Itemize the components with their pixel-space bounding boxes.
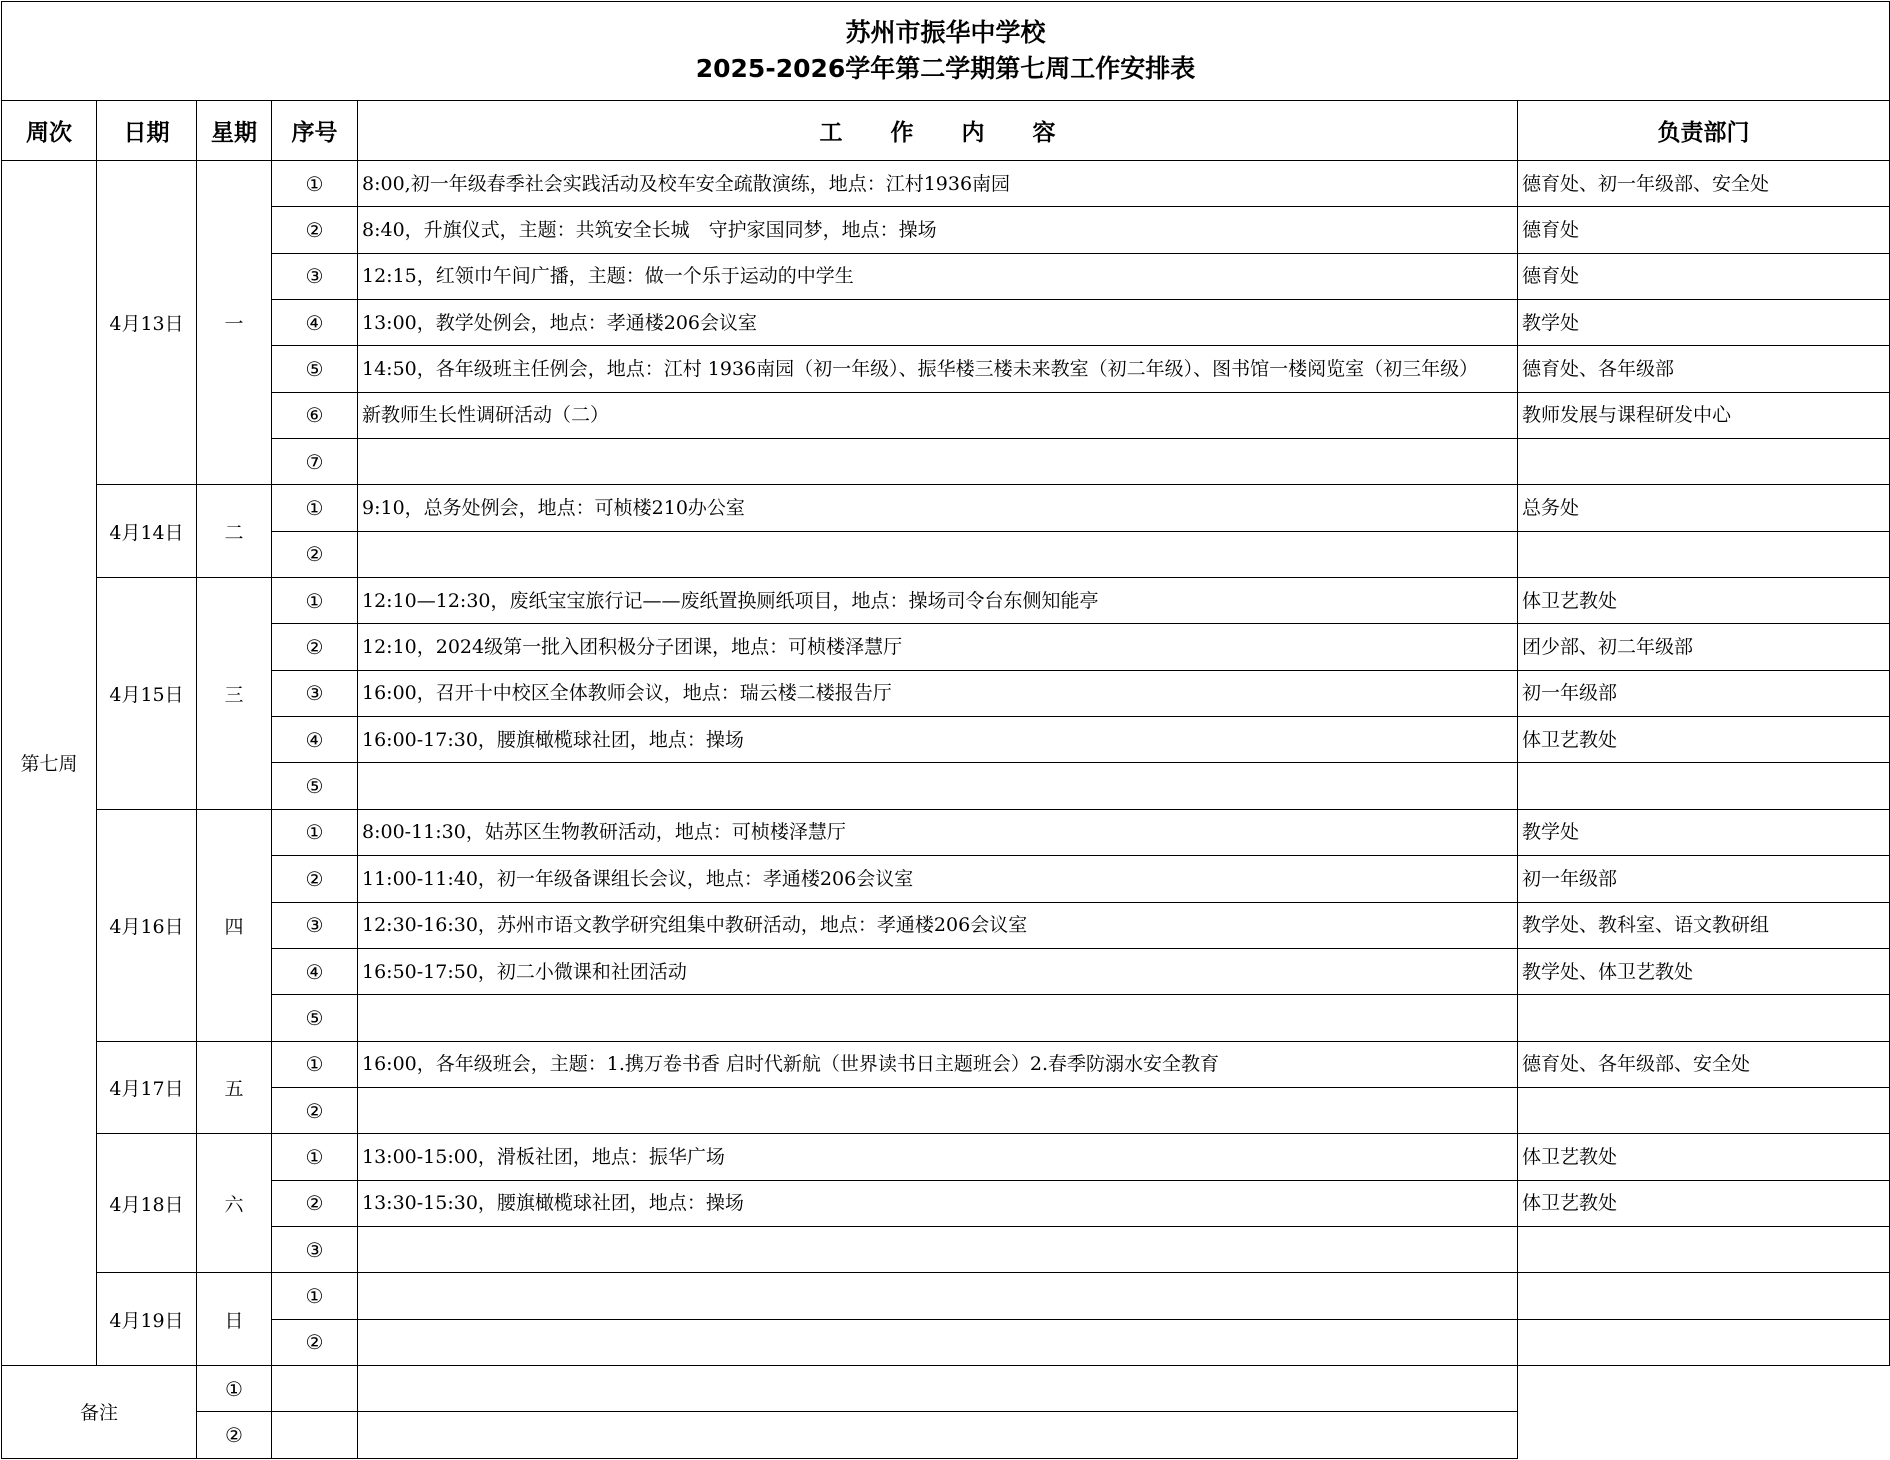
weekday-cell: 一 [197, 161, 272, 485]
seq-cell: ⑤ [272, 995, 358, 1041]
schedule-row [2, 346, 1890, 392]
school-name: 苏州市振华中学校 [845, 18, 1046, 47]
dept-cell: 教学处、教科室、语文教研组 [1518, 902, 1890, 948]
dept-cell: 德育处 [1518, 207, 1890, 253]
content-cell: 8:00-11:30，姑苏区生物教研活动，地点：可桢楼泽慧厅 [358, 809, 1518, 855]
content-cell: 16:00，各年级班会，主题：1.携万卷书香 启时代新航（世界读书日主题班会）2.春季防溺水安全教育 [358, 1041, 1518, 1087]
content-cell [358, 1319, 1518, 1365]
header-content [358, 101, 1518, 161]
seq-cell: ③ [272, 670, 358, 716]
header-date: 日期 [97, 101, 197, 161]
date-cell: 4月15日 [97, 578, 197, 810]
content-cell [358, 1226, 1518, 1272]
content-cell: 16:00-17:30，腰旗橄榄球社团，地点：操场 [358, 717, 1518, 763]
seq-cell: ④ [272, 717, 358, 763]
content-cell [272, 1365, 358, 1411]
remarks-row [2, 1412, 1890, 1459]
remarks-row [2, 1365, 1890, 1411]
weekday-cell: 日 [197, 1273, 272, 1366]
dept-cell: 德育处、各年级部 [1518, 346, 1890, 392]
schedule-row [2, 763, 1890, 809]
schedule-row [2, 1134, 1890, 1180]
content-cell: 14:50，各年级班主任例会，地点：江村 1936南园（初一年级）、振华楼三楼未来教室（初二年级）、图书馆一楼阅览室（初三年级） [358, 346, 1518, 392]
content-cell: 13:00-15:00，滑板社团，地点：振华广场 [358, 1134, 1518, 1180]
date-cell: 4月19日 [97, 1273, 197, 1366]
schedule-row [2, 717, 1890, 763]
header-seq: 序号 [272, 101, 358, 161]
seq-cell: ② [272, 624, 358, 670]
seq-cell: ① [272, 1041, 358, 1087]
seq-cell: ① [272, 485, 358, 531]
content-cell: 9:10，总务处例会，地点：可桢楼210办公室 [358, 485, 1518, 531]
date-cell: 4月13日 [97, 161, 197, 485]
dept-cell [1518, 531, 1890, 577]
header-weekday: 星期 [197, 101, 272, 161]
seq-cell: ② [272, 531, 358, 577]
dept-cell [1518, 1087, 1890, 1133]
seq-cell: ② [272, 1087, 358, 1133]
dept-cell [1518, 439, 1890, 485]
schedule-row [2, 1087, 1890, 1133]
dept-cell: 德育处 [1518, 253, 1890, 299]
schedule-row [2, 1041, 1890, 1087]
content-cell [358, 439, 1518, 485]
seq-cell: ② [272, 207, 358, 253]
week-cell: 第七周 [2, 161, 97, 1366]
seq-cell: ① [272, 1134, 358, 1180]
dept-cell: 体卫艺教处 [1518, 578, 1890, 624]
seq-cell: ① [272, 1273, 358, 1319]
seq-cell: ② [272, 1180, 358, 1226]
schedule-row [2, 948, 1890, 994]
dept-cell: 教学处 [1518, 300, 1890, 346]
schedule-row [2, 856, 1890, 902]
weekday-cell: 三 [197, 578, 272, 810]
dept-cell [1518, 995, 1890, 1041]
content-cell: 11:00-11:40，初一年级备课组长会议，地点：孝通楼206会议室 [358, 856, 1518, 902]
seq-cell: ⑤ [272, 763, 358, 809]
header-row [2, 101, 1890, 161]
dept-cell: 体卫艺教处 [1518, 1180, 1890, 1226]
schedule-row [2, 392, 1890, 438]
seq-cell: ③ [272, 1226, 358, 1272]
seq-cell: ④ [272, 948, 358, 994]
content-cell [358, 531, 1518, 577]
content-cell [358, 1273, 1518, 1319]
content-cell: 12:15，红领巾午间广播，主题：做一个乐于运动的中学生 [358, 253, 1518, 299]
schedule-row [2, 902, 1890, 948]
dept-cell: 初一年级部 [1518, 670, 1890, 716]
weekday-cell: 四 [197, 809, 272, 1041]
content-cell: 12:10，2024级第一批入团积极分子团课，地点：可桢楼泽慧厅 [358, 624, 1518, 670]
schedule-row [2, 531, 1890, 577]
content-cell [272, 1412, 358, 1459]
schedule-row [2, 207, 1890, 253]
dept-cell [1518, 1226, 1890, 1272]
dept-cell [358, 1412, 1518, 1459]
seq-cell: ① [272, 578, 358, 624]
dept-cell: 教师发展与课程研发中心 [1518, 392, 1890, 438]
schedule-row [2, 1180, 1890, 1226]
schedule-row [2, 809, 1890, 855]
schedule-row [2, 300, 1890, 346]
seq-cell: ④ [272, 300, 358, 346]
schedule-row [2, 670, 1890, 716]
seq-cell: ⑤ [272, 346, 358, 392]
weekday-cell: 六 [197, 1134, 272, 1273]
header-content-label: 工作内容 [819, 119, 1104, 146]
content-cell [358, 763, 1518, 809]
seq-cell: ① [272, 161, 358, 207]
seq-cell: ② [197, 1412, 272, 1459]
seq-cell: ③ [272, 902, 358, 948]
content-cell [358, 995, 1518, 1041]
weekday-cell: 五 [197, 1041, 272, 1134]
schedule-row [2, 1319, 1890, 1365]
schedule-row [2, 1226, 1890, 1272]
content-cell: 16:50-17:50，初二小微课和社团活动 [358, 948, 1518, 994]
schedule-row [2, 624, 1890, 670]
seq-cell: ② [272, 1319, 358, 1365]
schedule-row [2, 1273, 1890, 1319]
title-cell [2, 2, 1890, 101]
content-cell: 13:00，教学处例会，地点：孝通楼206会议室 [358, 300, 1518, 346]
dept-cell: 初一年级部 [1518, 856, 1890, 902]
schedule-body [2, 161, 1890, 1459]
content-cell [358, 1087, 1518, 1133]
date-cell: 4月16日 [97, 809, 197, 1041]
weekday-cell: 二 [197, 485, 272, 578]
dept-cell: 教学处 [1518, 809, 1890, 855]
dept-cell [358, 1365, 1518, 1411]
content-cell: 12:10—12:30，废纸宝宝旅行记——废纸置换厕纸项目，地点：操场司令台东侧知能亭 [358, 578, 1518, 624]
header-dept: 负责部门 [1518, 101, 1890, 161]
dept-cell: 体卫艺教处 [1518, 1134, 1890, 1180]
date-cell: 4月17日 [97, 1041, 197, 1134]
dept-cell: 体卫艺教处 [1518, 717, 1890, 763]
seq-cell: ② [272, 856, 358, 902]
seq-cell: ⑦ [272, 439, 358, 485]
dept-cell: 德育处、初一年级部、安全处 [1518, 161, 1890, 207]
schedule-table [1, 1, 1890, 1459]
sheet-title: 2025-2026学年第二学期第七周工作安排表 [695, 54, 1196, 83]
schedule-row [2, 439, 1890, 485]
content-cell: 16:00，召开十中校区全体教师会议，地点：瑞云楼二楼报告厅 [358, 670, 1518, 716]
date-cell: 4月18日 [97, 1134, 197, 1273]
content-cell: 8:40，升旗仪式，主题：共筑安全长城 守护家国同梦，地点：操场 [358, 207, 1518, 253]
schedule-row [2, 161, 1890, 207]
dept-cell [1518, 1273, 1890, 1319]
remarks-label: 备注 [2, 1365, 197, 1458]
content-cell: 新教师生长性调研活动（二） [358, 392, 1518, 438]
dept-cell: 总务处 [1518, 485, 1890, 531]
dept-cell: 德育处、各年级部、安全处 [1518, 1041, 1890, 1087]
seq-cell: ⑥ [272, 392, 358, 438]
seq-cell: ③ [272, 253, 358, 299]
date-cell: 4月14日 [97, 485, 197, 578]
schedule-row [2, 578, 1890, 624]
dept-cell: 团少部、初二年级部 [1518, 624, 1890, 670]
schedule-row [2, 485, 1890, 531]
schedule-row [2, 995, 1890, 1041]
content-cell: 12:30-16:30，苏州市语文教学研究组集中教研活动，地点：孝通楼206会议室 [358, 902, 1518, 948]
dept-cell: 教学处、体卫艺教处 [1518, 948, 1890, 994]
content-cell: 8:00,初一年级春季社会实践活动及校车安全疏散演练，地点：江村1936南园 [358, 161, 1518, 207]
dept-cell [1518, 763, 1890, 809]
seq-cell: ① [197, 1365, 272, 1411]
content-cell: 13:30-15:30，腰旗橄榄球社团，地点：操场 [358, 1180, 1518, 1226]
dept-cell [1518, 1319, 1890, 1365]
header-week: 周次 [2, 101, 97, 161]
title-row [2, 2, 1890, 101]
seq-cell: ① [272, 809, 358, 855]
schedule-row [2, 253, 1890, 299]
